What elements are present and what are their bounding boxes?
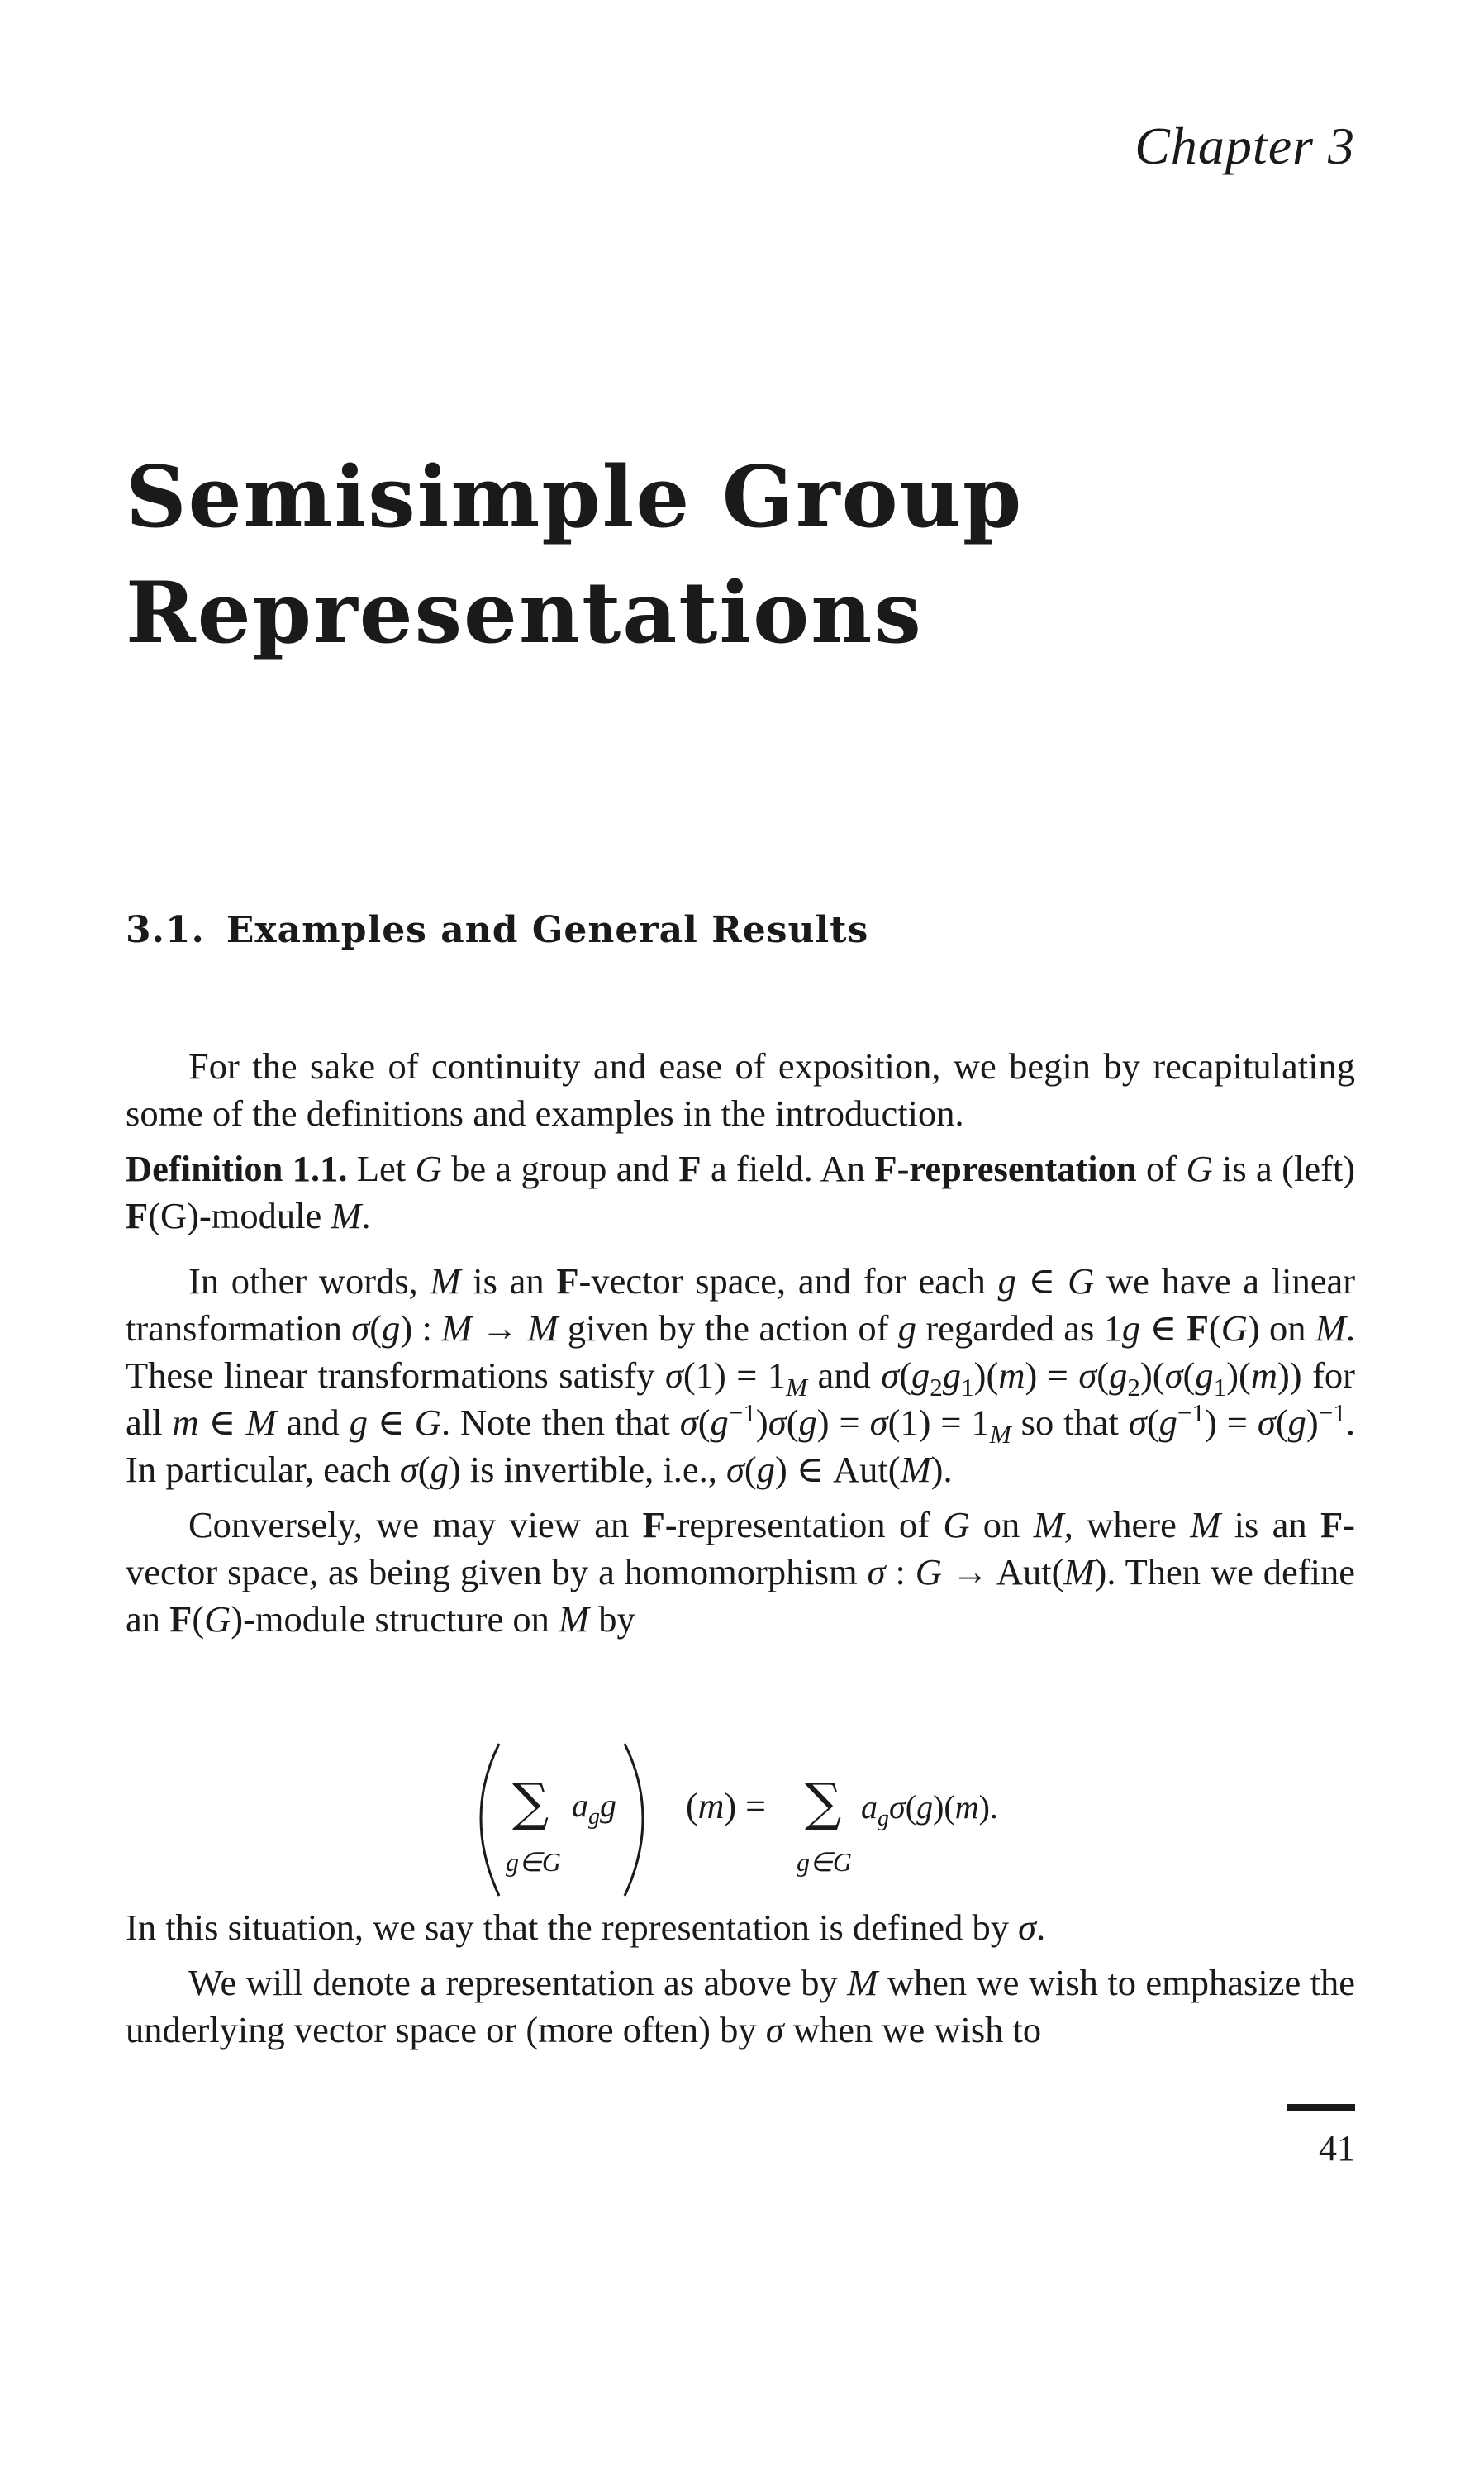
section-title: Examples and General Results [226, 909, 869, 951]
page-number-rule [1287, 2104, 1355, 2111]
conversely-paragraph: Conversely, we may view an F-representation of G on M, where M is an F-vector space, as being given by a homomorphism σ : G → Aut(M). Then we define an F(G)-module structure on M by [126, 1504, 1355, 1640]
sum-term-right: $a_g\sigma(g)(m)$. [861, 1788, 998, 1831]
page-number: 41 [1319, 2128, 1355, 2168]
intro-paragraph: For the sake of continuity and ease of exposition, we begin by recapitulating some of the definitions and examples in the introduction. [126, 1045, 1355, 1134]
sum-term-left: $a_gg$ [572, 1787, 616, 1830]
denote-paragraph: We will denote a representation as above by M when we wish to emphasize the underlying vector space or (more often) by σ when we wish to [126, 1962, 1356, 2050]
definition-paragraph: Definition 1.1. Let G be a group and F a field. An F-representation of G is a (left) F(G)-module M. [126, 1148, 1356, 1236]
situation-paragraph: In this situation, we say that the representation is defined by σ. [126, 1907, 1046, 1948]
body-text-lower [126, 1904, 1355, 2054]
book-page [126, 0, 1355, 2466]
sum-symbol-right: ∑ [805, 1772, 842, 1832]
module-structure-formula [126, 1739, 1355, 1904]
chapter-label: Chapter 3 [1134, 117, 1355, 175]
sum-index-right: g∈G [797, 1847, 852, 1877]
section-heading [126, 909, 868, 951]
body-text-upper [126, 1043, 1355, 1643]
definition-term: F-representation [874, 1148, 1137, 1189]
definition-label: Definition 1.1. [126, 1148, 348, 1189]
chapter-title-line-2: Representations [126, 564, 923, 663]
sum-index-left: g∈G [506, 1847, 561, 1877]
formula-m: (m) = [686, 1786, 766, 1826]
chapter-title [126, 440, 1023, 671]
formula-svg [126, 1739, 1355, 1904]
left-paren [481, 1744, 499, 1896]
right-paren [625, 1744, 643, 1896]
sum-symbol-left: ∑ [512, 1772, 549, 1832]
section-number: 3.1. [126, 909, 205, 951]
other-words-paragraph: In other words, M is an F-vector space, and for each g ∈ G we have a linear transformation σ(g) : M → M given by the action of g regarded as 1g ∈ F(G) on M. These linear transformations satisfy $\sigma(1) = 1_M$ and $\sigma(g_2g_1)(m) = \sigma(g_2)(\sigma(g_1)(m))$ for all m ∈ M and g ∈ G. Note then that $\sigma(g^{-1})\sigma(g) = \sigma(1) = 1_M$ so that $\sigma(g^{-1}) = \sigma(g)^{-1}$. In particular, each σ(g) is invertible, i.e., σ(g) ∈ Aut(M). [126, 1260, 1356, 1490]
chapter-title-line-1: Semisimple Group [126, 448, 1024, 547]
